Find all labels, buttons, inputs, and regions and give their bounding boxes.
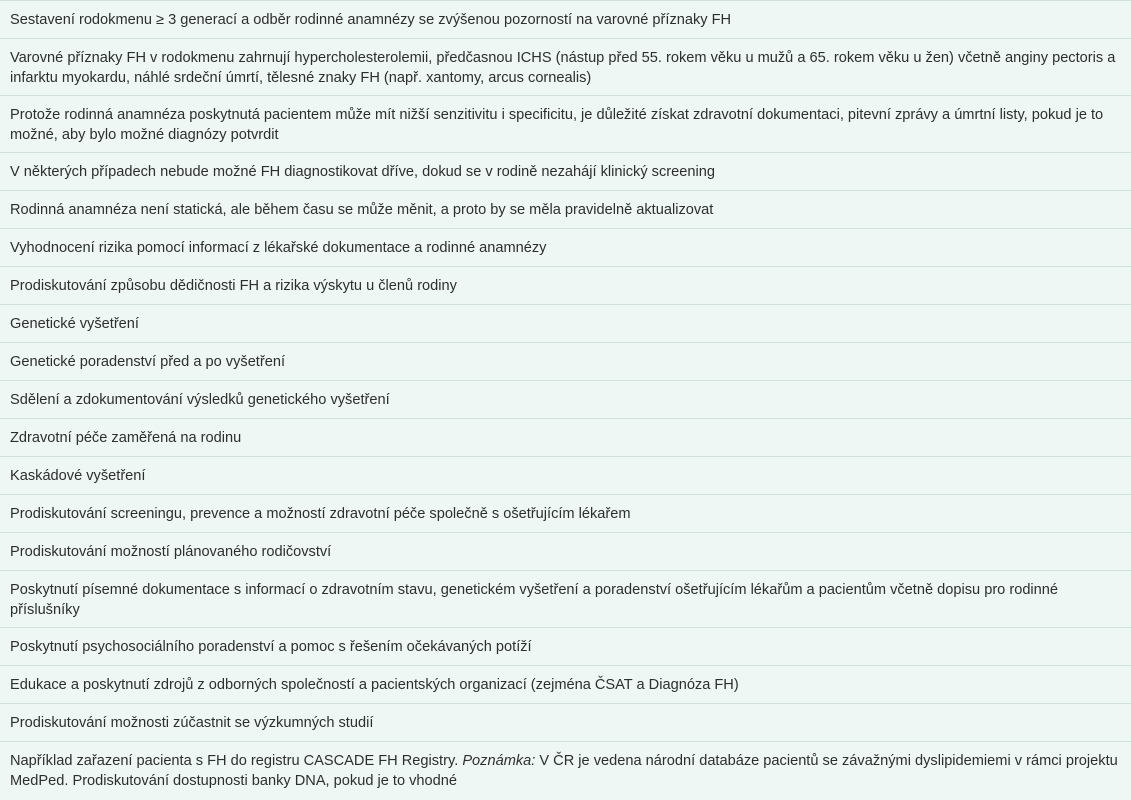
table-row: Rodinná anamnéza není statická, ale během času se může měnit, a proto by se měla pravidelně aktualizovat — [0, 191, 1131, 229]
table-row: Kaskádové vyšetření — [0, 457, 1131, 495]
last-row-text-after: V ČR je vedena národní databáze pacientů se závažnými dyslipidemiemi v rámci projektu MedPed. Prodiskutování dostupnosti banky DNA, pokud je to vhodné — [10, 753, 1118, 789]
table-row: Prodiskutování způsobu dědičnosti FH a rizika výskytu u členů rodiny — [0, 267, 1131, 305]
table-row: V některých případech nebude možné FH diagnostikovat dříve, dokud se v rodině nezahájí klinický screening — [0, 153, 1131, 191]
table-row: Vyhodnocení rizika pomocí informací z lékařské dokumentace a rodinné anamnézy — [0, 229, 1131, 267]
table-row: Varovné příznaky FH v rodokmenu zahrnují hypercholesterolemii, předčasnou ICHS (nástup před 55. rokem věku u mužů a 65. rokem věku u žen) včetně anginy pectoris a infarktu myokardu, náhlé srdeční úmrtí, tělesné znaky FH (např. xantomy, arcus cornealis) — [0, 39, 1131, 96]
last-row-text-before: Například zařazení pacienta s FH do registru CASCADE FH Registry. — [10, 753, 463, 769]
table-row: Genetické vyšetření — [0, 305, 1131, 343]
table-row: Protože rodinná anamnéza poskytnutá pacientem může mít nižší senzitivitu i specificitu, je důležité získat zdravotní dokumentaci, pitevní zprávy a úmrtní listy, pokud je to možné, aby bylo možné diagnózy potvrdit — [0, 96, 1131, 153]
table-row: Prodiskutování screeningu, prevence a možností zdravotní péče společně s ošetřujícím lékařem — [0, 495, 1131, 533]
table-row: Sdělení a zdokumentování výsledků genetického vyšetření — [0, 381, 1131, 419]
table-row: Edukace a poskytnutí zdrojů z odborných společností a pacientských organizací (zejména ČSAT a Diagnóza FH) — [0, 666, 1131, 704]
table-row: Sestavení rodokmenu ≥ 3 generací a odběr rodinné anamnézy se zvýšenou pozorností na varovné příznaky FH — [0, 1, 1131, 39]
table-row: Genetické poradenství před a po vyšetření — [0, 343, 1131, 381]
table-row: Prodiskutování možnosti zúčastnit se výzkumných studií — [0, 704, 1131, 742]
table-row: Zdravotní péče zaměřená na rodinu — [0, 419, 1131, 457]
table-row: Prodiskutování možností plánovaného rodičovství — [0, 533, 1131, 571]
note-label: Poznámka: — [462, 753, 536, 769]
table-row-last — [0, 742, 1131, 800]
table-row: Poskytnutí psychosociálního poradenství a pomoc s řešením očekávaných potíží — [0, 628, 1131, 666]
table-row: Poskytnutí písemné dokumentace s informací o zdravotním stavu, genetickém vyšetření a poradenství ošetřujícím lékařům a pacientům včetně dopisu pro rodinné příslušníky — [0, 571, 1131, 628]
